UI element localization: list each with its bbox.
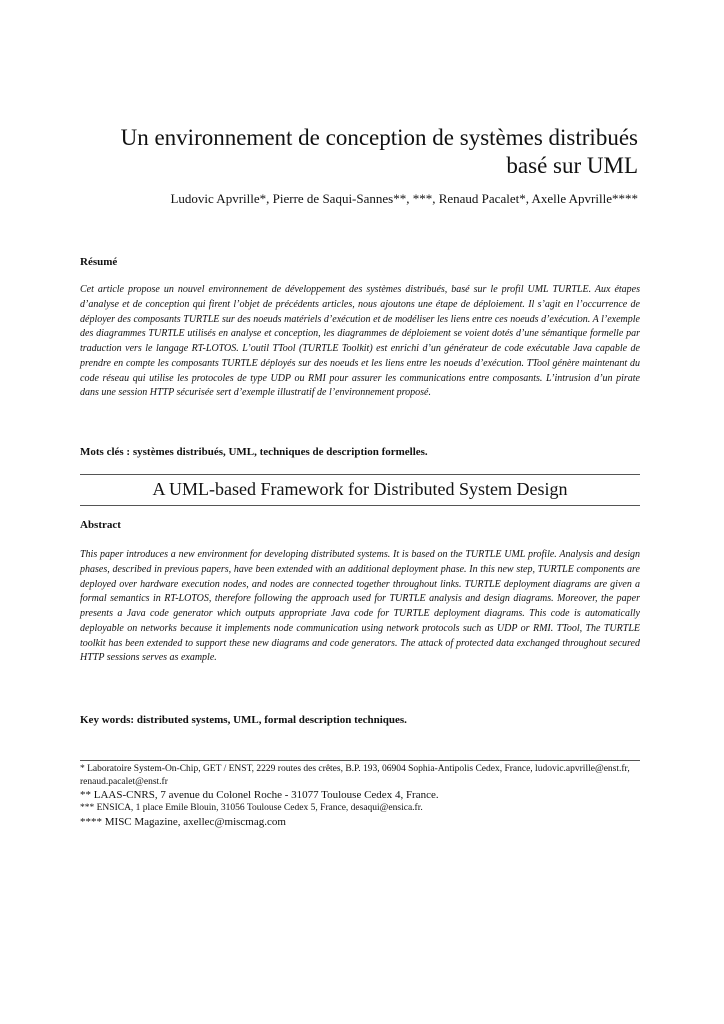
resume-text: Cet article propose un nouvel environnement de développement des systèmes distribués, basé sur le profil UML TURTLE. Aux étapes d’analyse et de conception qui firent l’objet de précédents articles, nous ajoutons une étape de déploiement. Il s’agit en l’occurrence de déployer des composants TURTLE sur des noeuds matériels d’exécution et de modéliser les liens entre ces noeuds d’exécution. A l’exemple des diagrammes TURTLE utilisés en analyse et conception, les diagrammes de déploiement se voient dotés d’une sémantique formelle par traduction vers le langage RT-LOTOS. L’outil TTool (TURTLE Toolkit) est enrichi d’un générateur de code exécutable Java capable de prendre en compte les composants TURTLE déployés sur des noeuds et les liens entre les noeuds d’exécution. TTool génère maintenant du code réseau qui utilise les protocoles de type UDP ou RMI pour assurer les communications entre composants. L’intrusion d’un pirate dans une session HTTP sécurisée sert d’exemple illustratif de l’environnement proposé. bbox=[80, 284, 640, 399]
paper-title-line1: Un environnement de conception de systèmes distribués bbox=[120, 125, 638, 150]
paper-title bbox=[78, 124, 638, 180]
author-list: Ludovic Apvrille*, Pierre de Saqui-Sannes**, ***, Renaud Pacalet*, Axelle Apvrille**** bbox=[170, 191, 638, 206]
english-title: A UML-based Framework for Distributed System Design bbox=[152, 479, 568, 499]
abstract-text: This paper introduces a new environment for developing distributed systems. It is based on the TURTLE UML profile. Analysis and design phases, described in previous papers, have been extended with an additional deployment phase. In this new step, TURTLE components are deployed over hardware execution nodes, and nodes are connected together throughout links. TURTLE deployment diagrams are given a formal semantics in RT-LOTOS, therefore following the approach used for TURTLE analysis and design diagrams. Moreover, the paper presents a Java code generator which outputs appropriate Java code for TURTLE deployment diagrams. This code is automatically deployable on networks because it implements node communication using network protocols such as UDP or RMI. TTool, The TURTLE toolkit has been extended to support these new diagrams and code generators. The attack of protected data exchanged throughout secured HTTP sessions serves as example. bbox=[80, 549, 640, 664]
footnote-affiliation-4: **** MISC Magazine, axellec@miscmag.com bbox=[80, 815, 286, 828]
footnote-affiliation-2: ** LAAS-CNRS, 7 avenue du Colonel Roche - 31077 Toulouse Cedex 4, France. bbox=[80, 789, 439, 801]
paper-title-line2: basé sur UML bbox=[506, 153, 638, 178]
resume-keywords: Mots clés : systèmes distribués, UML, techniques de description formelles. bbox=[80, 446, 428, 458]
abstract-heading: Abstract bbox=[80, 519, 121, 531]
footnotes bbox=[80, 763, 640, 829]
footnote-divider bbox=[80, 760, 640, 761]
english-title-box bbox=[80, 474, 640, 506]
resume-heading: Résumé bbox=[80, 256, 118, 268]
english-keywords: Key words: distributed systems, UML, formal description techniques. bbox=[80, 714, 407, 726]
footnote-affiliation-1: * Laboratoire System-On-Chip, GET / ENST, 2229 routes des crêtes, B.P. 193, 06904 Sophia-Antipolis Cedex, France, ludovic.apvrille@enst.fr, renaud.pacalet@enst.fr bbox=[80, 764, 630, 787]
footnote-affiliation-3: *** ENSICA, 1 place Emile Blouin, 31056 Toulouse Cedex 5, France, desaqui@ensica.fr. bbox=[80, 803, 423, 813]
